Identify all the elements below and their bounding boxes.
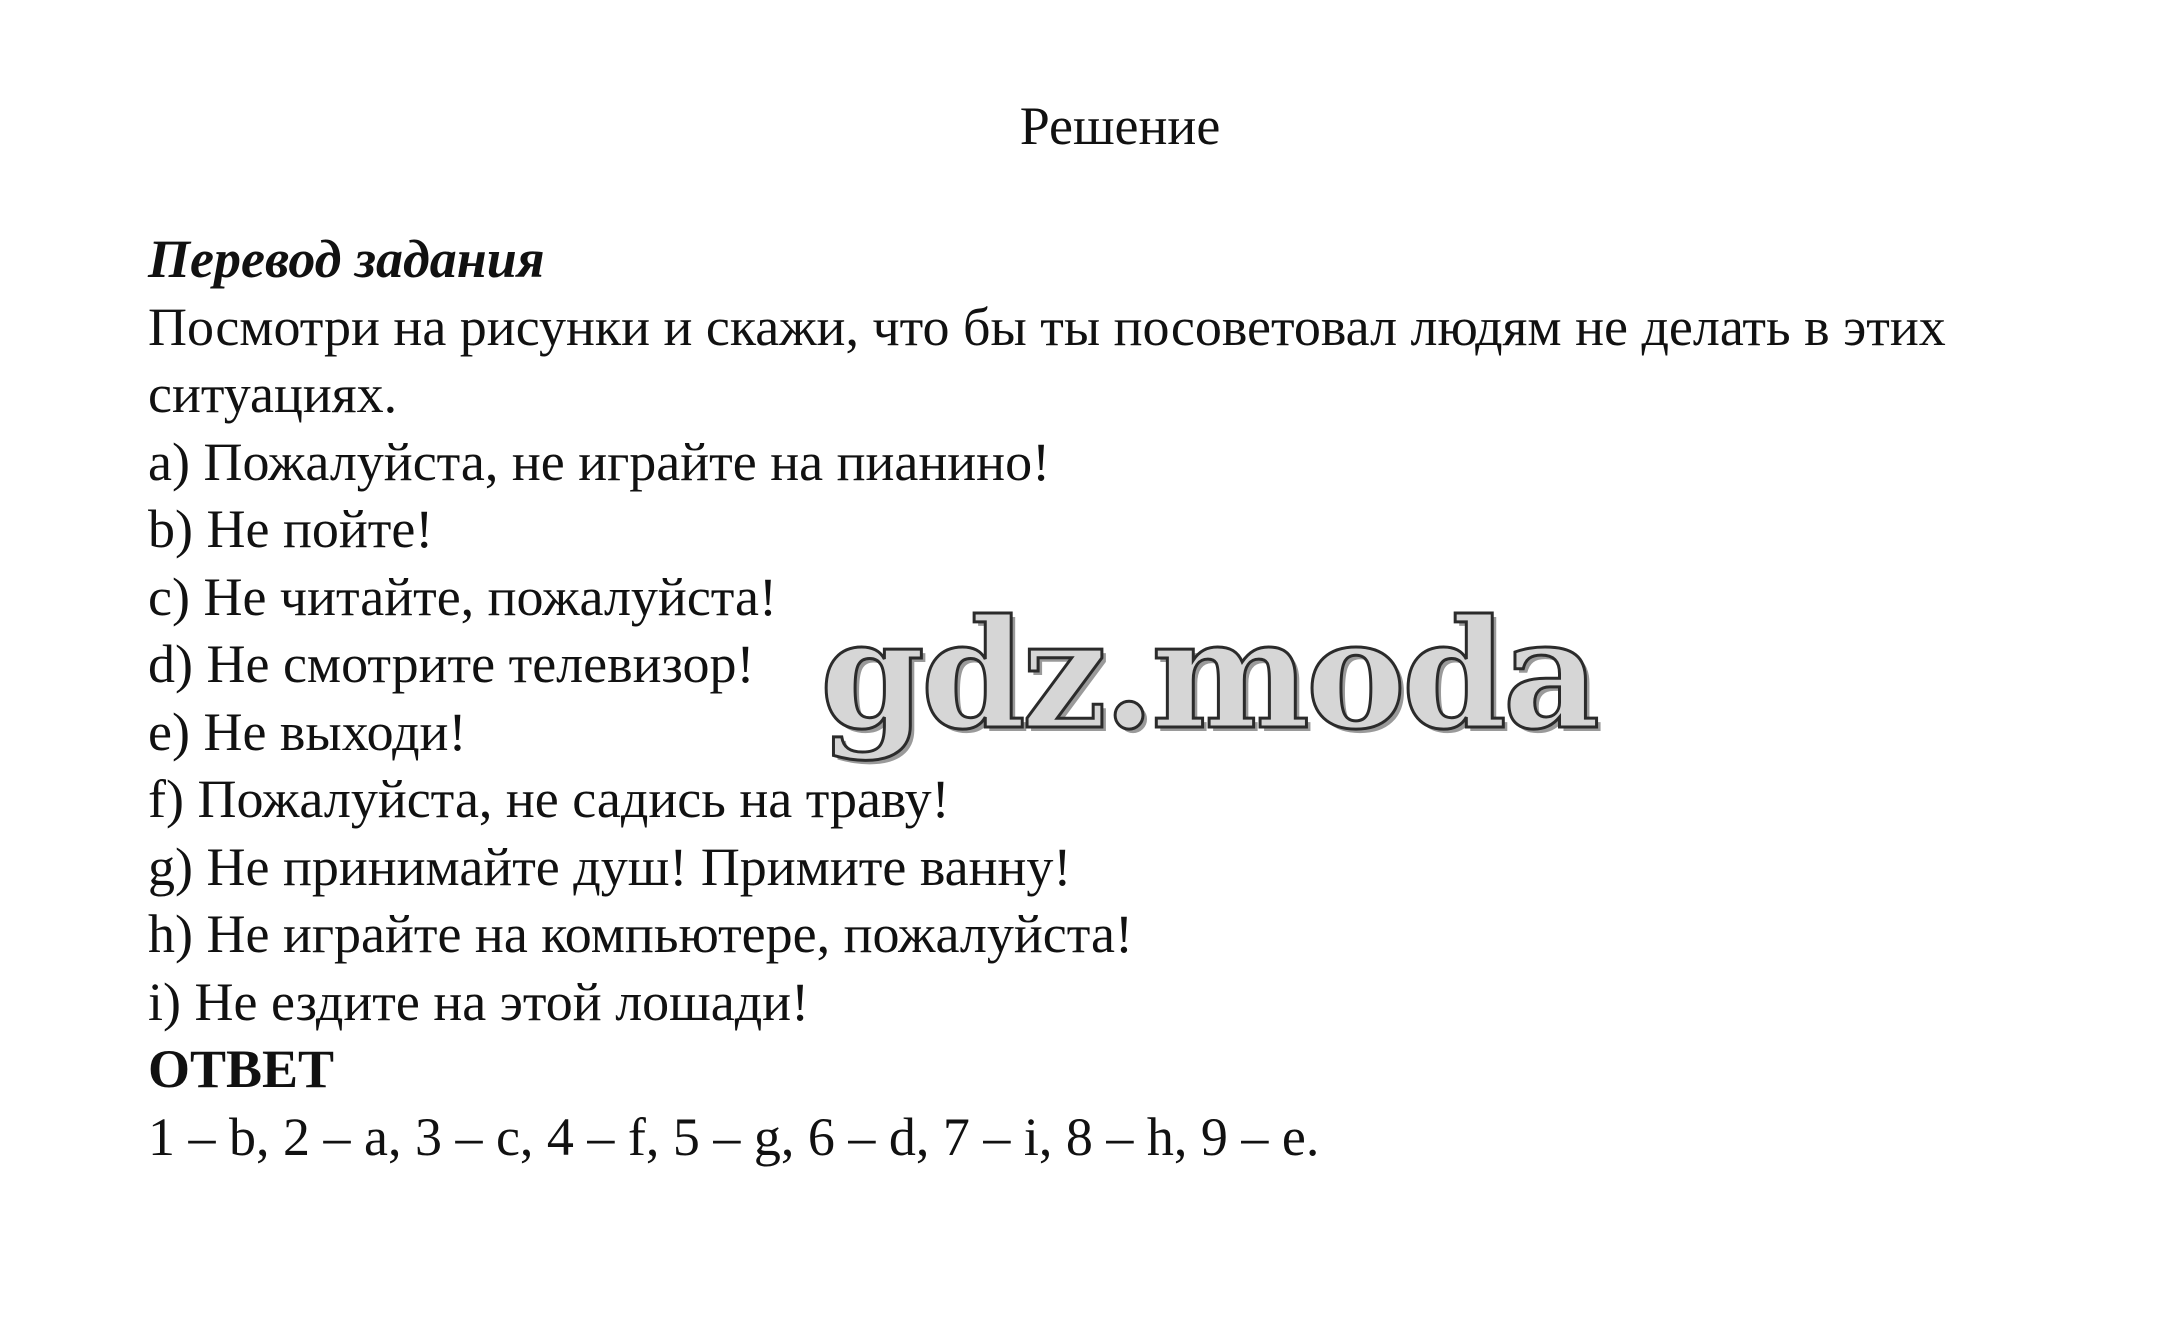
- task-text: Посмотри на рисунки и скажи, что бы ты посоветовал людям не делать в этих ситуациях.: [148, 296, 1946, 424]
- answer-heading: ОТВЕТ: [148, 1039, 335, 1099]
- list-item: b) Не пойте!: [148, 499, 434, 559]
- list-item: a) Пожалуйста, не играйте на пианино!: [148, 431, 1051, 492]
- task-heading: Перевод задания: [148, 229, 545, 289]
- answer-text: 1 – b, 2 – a, 3 – c, 4 – f, 5 – g, 6 – d, 7 – i, 8 – h, 9 – e.: [148, 1106, 1320, 1167]
- list-item: e) Не выходи!: [148, 701, 467, 762]
- list-item: f) Пожалуйста, не садись на траву!: [148, 769, 950, 829]
- list-item: i) Не ездите на этой лошади!: [148, 971, 810, 1032]
- watermark-logo: gdz.moda: [820, 587, 1597, 763]
- list-item: h) Не играйте на компьютере, пожалуйста!: [148, 904, 1133, 964]
- list-item: c) Не читайте, пожалуйста!: [148, 566, 777, 627]
- list-item: g) Не принимайте душ! Примите ванну!: [148, 836, 1072, 897]
- list-item: d) Не смотрите телевизор!: [148, 634, 755, 694]
- page-title: Решение: [1019, 96, 1221, 156]
